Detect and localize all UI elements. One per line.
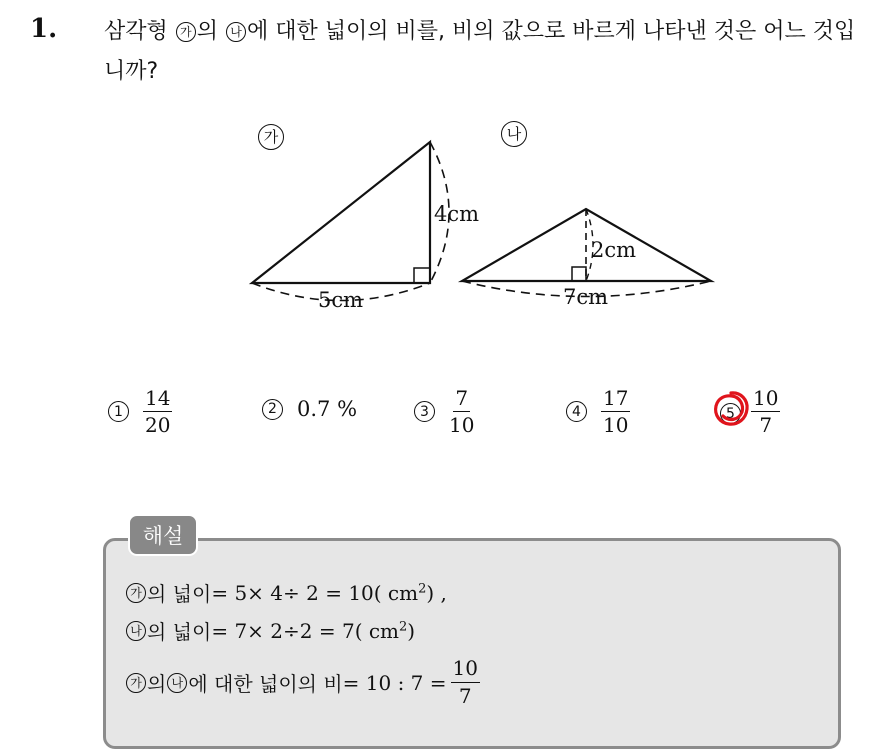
solution-line-1 (125, 578, 447, 607)
line3-text-b: 에 대한 넓이의 비 (188, 672, 343, 696)
line2-label: 의 넓이 (147, 620, 212, 644)
question-number: 1. (30, 14, 58, 44)
choice-1-numerator: 14 (145, 386, 171, 410)
triangle-na (462, 209, 711, 297)
line1-expression: = 5× 4÷ 2 = 10( $cm^2$) , (211, 580, 447, 605)
choice-2-number: 2 (262, 399, 283, 420)
choice-1-fraction (143, 385, 172, 438)
choice-4-fraction (601, 385, 630, 438)
choice-2-value: 0.7 % (297, 397, 358, 421)
choice-4-denominator: 10 (603, 413, 629, 437)
answer-mark-icon (709, 387, 753, 431)
triangle-figures (0, 0, 884, 360)
question-text-part1: 삼각형 (104, 19, 175, 44)
circled-ga-icon: 가 (126, 673, 146, 693)
answer-choices (0, 385, 884, 455)
choice-3-number: 3 (414, 401, 435, 422)
line3-denominator: 7 (458, 684, 472, 708)
question-text-part3: 에 대한 넓이의 비를, 비의 값으로 바르게 나타낸 것은 어느 것입니까? (104, 19, 856, 84)
line3-fraction (451, 655, 480, 710)
circled-na-icon: 나 (167, 673, 187, 693)
solution-line-2 (125, 616, 415, 645)
choice-4-number: 4 (566, 401, 587, 422)
choice-1-number: 1 (108, 401, 129, 422)
line3-text-a: 의 (147, 672, 167, 696)
line1-label: 의 넓이 (147, 582, 212, 606)
circled-ga-icon: 가 (176, 22, 196, 42)
choice-5-denominator: 7 (759, 413, 773, 437)
choice-3-numerator: 7 (455, 386, 469, 410)
choice-5-number: 5 (720, 403, 741, 424)
figure-label-ga: 가 (258, 124, 284, 150)
na-base-label: 7cm (563, 285, 609, 309)
choice-5[interactable] (720, 385, 780, 438)
choice-5-numerator: 10 (753, 386, 779, 410)
triangle-ga (252, 142, 449, 301)
circled-ga-icon: 가 (126, 583, 146, 603)
circled-na-icon: 나 (226, 22, 246, 42)
circled-na-icon: 나 (126, 621, 146, 641)
choice-1[interactable] (108, 385, 172, 438)
choice-4-numerator: 17 (603, 386, 629, 410)
question-text-part2: 의 (196, 19, 225, 44)
choice-5-fraction (751, 385, 780, 438)
ga-height-label: 4cm (434, 202, 480, 226)
choice-3-fraction (449, 385, 474, 438)
choice-4[interactable] (566, 385, 630, 438)
choice-3[interactable] (414, 385, 474, 438)
choice-5-marked (720, 399, 741, 425)
choice-3-denominator: 10 (449, 413, 475, 437)
na-height-label: 2cm (591, 238, 637, 262)
choice-2[interactable] (262, 397, 357, 421)
figure-label-na: 나 (501, 121, 527, 147)
solution-line-3 (125, 655, 480, 710)
solution-tab: 해설 (128, 514, 198, 556)
line2-expression: = 7× 2÷2 = 7( $cm^2$) (211, 618, 416, 643)
ga-base-label: 5cm (318, 288, 364, 312)
line3-expression: = 10 : 7 = (342, 670, 447, 695)
line3-numerator: 10 (451, 655, 480, 683)
choice-1-denominator: 20 (145, 413, 171, 437)
